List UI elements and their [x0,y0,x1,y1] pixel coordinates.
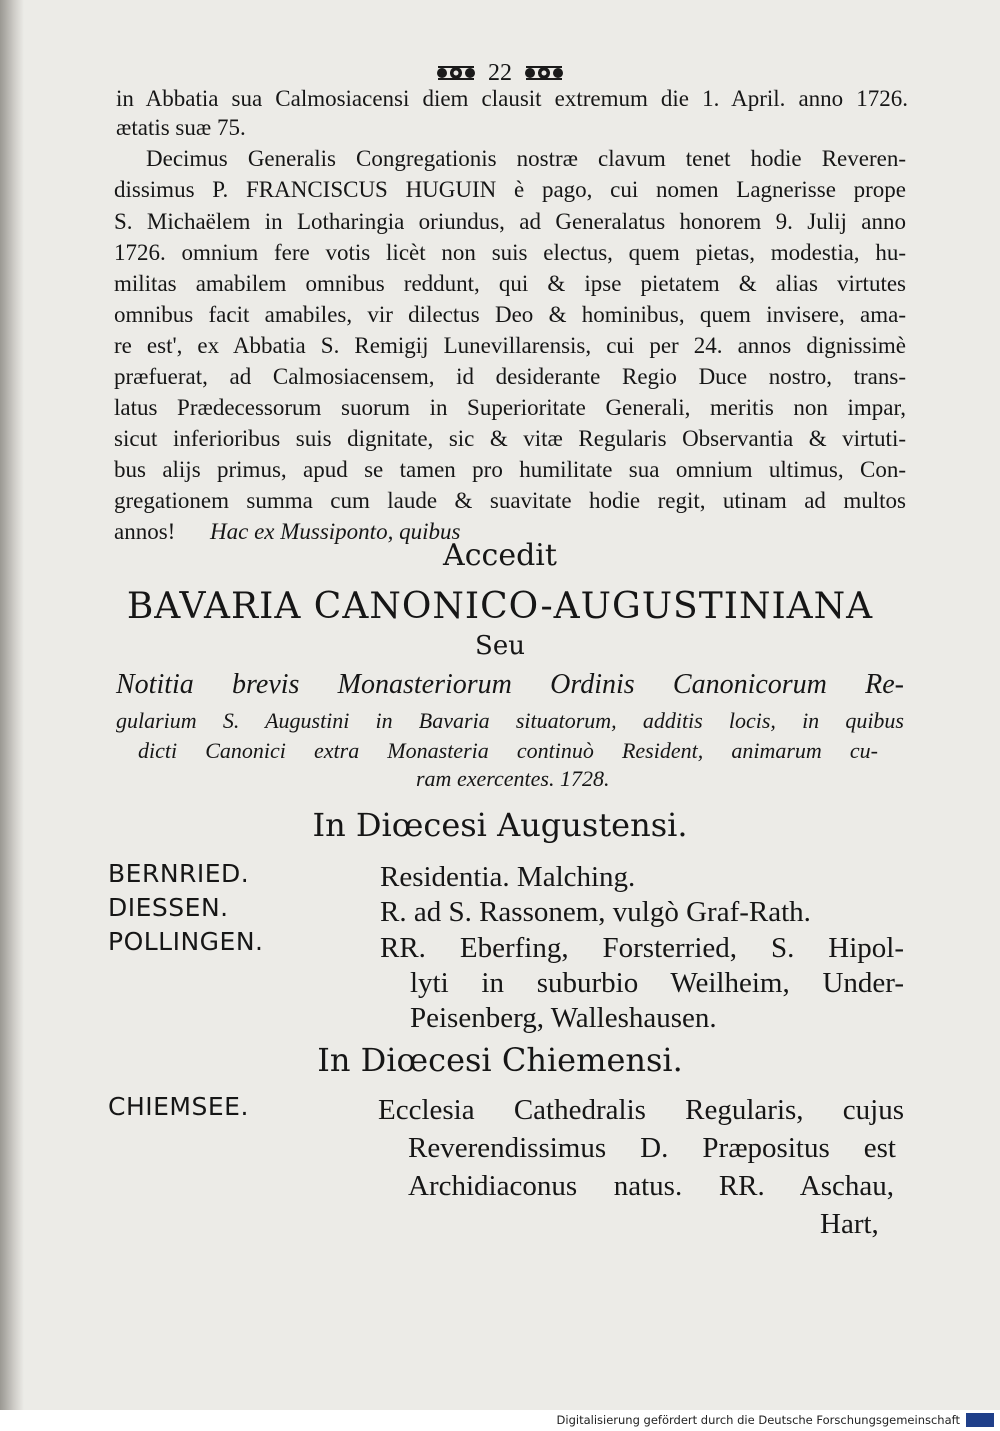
monastery-detail: Reverendissimus D. Præpositus est [408,1132,896,1164]
monastery-detail: RR. Eberfing, Forsterried, S. Hipol- [380,932,904,964]
monastery-detail: Peisenberg, Walleshausen. [410,1002,717,1034]
monastery-detail: R. ad S. Rassonem, vulgò Graf-Rath. [380,896,811,928]
text-line: bus alijs primus, apud se tamen pro humilitate sua omnium ultimus, Con- [114,457,906,482]
section-heading-augustensis: In Diœcesi Augustensi. [312,806,688,844]
monastery-detail: lyti in suburbio Weilheim, Under- [410,967,904,999]
seu-heading: Seu [475,631,525,661]
text-line: re est', ex Abbatia S. Remigij Lunevillarensis, cui per 24. annos dignissimè [114,333,906,358]
text-line: in Abbatia sua Calmosiacensi diem clausit extremum die 1. April. anno 1726. [116,86,908,111]
subtitle-line: dicti Canonici extra Monasteria continuò Resident, animarum cu- [138,738,878,763]
binding-gutter [0,0,24,1410]
text-line: gregationem summa cum laude & suavitate hodie regit, utinam ad multos [114,488,906,513]
text-plain: annos! [114,519,176,544]
monastery-detail: Archidiaconus natus. RR. Aschau, [408,1170,894,1202]
ornament-right-icon [522,63,566,83]
monastery-name: BERNRIED. [108,859,250,888]
monastery-detail: Hart, [820,1208,879,1240]
text-line: omnibus facit amabiles, vir dilectus Deo & hominibus, quem invisere, ama- [114,302,906,327]
footer-bar [0,1410,1000,1431]
dfg-logo [966,1413,994,1427]
monastery-name: CHIEMSEE. [108,1092,249,1121]
monastery-name: DIESSEN. [108,893,229,922]
page-number: 22 [488,59,512,86]
ornament-left-icon [434,63,478,83]
text-line: dissimus P. FRANCISCUS HUGUIN è pago, cui nomen Lagnerisse prope [114,177,906,202]
monastery-detail: Residentia. Malching. [380,861,636,893]
accedit-heading: Accedit [443,538,557,573]
text-line: latus Prædecessorum suorum in Superioritate Generali, meritis non impar, [114,395,906,420]
section-heading-chiemensis: In Diœcesi Chiemensi. [317,1041,683,1079]
footer-credit: Digitalisierung gefördert durch die Deutsche Forschungsgemeinschaft [556,1413,960,1427]
text-line: militas amabilem omnibus reddunt, qui & ipse pietatem & alias virtutes [114,271,906,296]
text-line: ætatis suæ 75. [116,115,246,140]
monastery-name: POLLINGEN. [108,927,264,956]
page-title: BAVARIA CANONICO-AUGUSTINIANA [126,586,874,627]
text-line: S. Michaëlem in Lotharingia oriundus, ad Generalatus honorem 9. Julij anno [114,209,906,234]
text-line: sicut inferioribus suis dignitate, sic & vitæ Regularis Observantia & virtuti- [114,426,906,451]
subtitle-line: ram exercentes. 1728. [416,766,610,791]
text-line: præfuerat, ad Calmosiacensem, id desiderante Regio Duce nostro, trans- [114,364,906,389]
monastery-detail: Ecclesia Cathedralis Regularis, cujus [378,1094,904,1126]
text-italic: Hac ex Mussiponto, quibus [210,519,461,544]
subtitle-line: gularium S. Augustini in Bavaria situatorum, additis locis, in quibus [116,708,904,733]
text-line: 1726. omnium fere votis licèt non suis electus, quem pietas, modestia, hu- [114,240,906,265]
subtitle-line: Notitia brevis Monasteriorum Ordinis Canonicorum Re- [116,669,904,700]
text-line: Decimus Generalis Congregationis nostræ clavum tenet hodie Reveren- [146,146,906,171]
